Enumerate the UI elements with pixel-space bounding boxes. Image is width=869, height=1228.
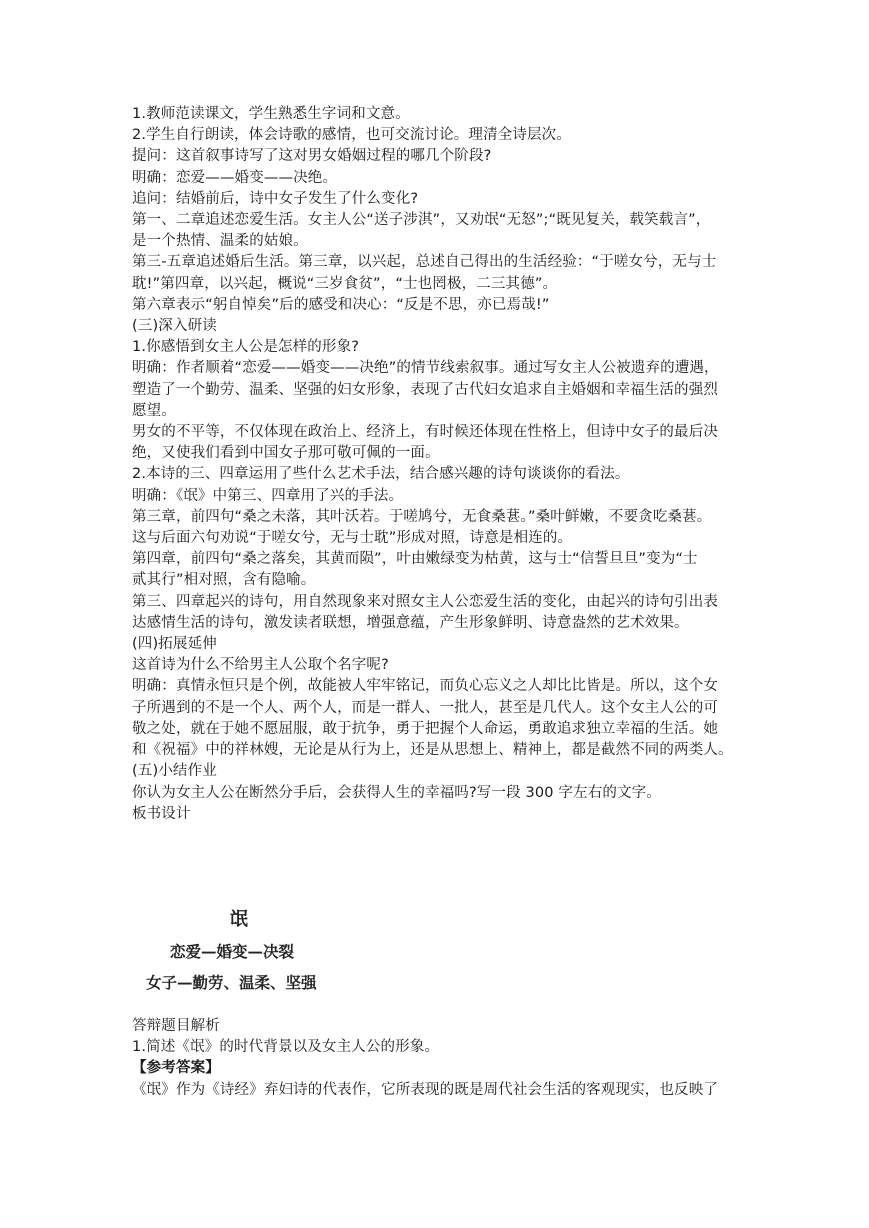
question-line: 1.简述《氓》的时代背景以及女主人公的形象。 [132, 1039, 440, 1056]
section-heading: (三)深入研读 [132, 318, 217, 335]
text-line: 第三-五章追述婚后生活。第三章，以兴起，总述自己得出的生活经验：“于嗟女兮，无与士 [132, 254, 717, 271]
section-heading: (五)小结作业 [132, 763, 217, 780]
lesson-body [132, 104, 738, 825]
question-line: 1.你感悟到女主人公是怎样的形象? [132, 339, 360, 356]
text-line: 达感情生活的诗句，激发读者联想，增强意蕴，产生形象鲜明、诗意盎然的艺术效果。 [132, 614, 689, 631]
text-line: 塑造了一个勤劳、温柔、坚强的妇女形象，表现了古代妇女追求自主婚姻和幸福生活的强烈 [132, 381, 718, 398]
text-line: 2.学生自行朗读，体会诗歌的感情，也可交流讨论。理清全诗层次。 [132, 127, 571, 144]
question-line: 2.本诗的三、四章运用了些什么艺术手法，结合感兴趣的诗句谈谈你的看法。 [132, 466, 630, 483]
board-plot-line: 恋爱—婚变—决裂 [170, 942, 295, 961]
text-line: 耽!”第四章，以兴起，概说“三岁食贫”，“士也罔极，二三其德”。 [132, 275, 558, 292]
section-heading: 板书设计 [132, 805, 191, 822]
section-heading: (四)拓展延伸 [132, 636, 217, 653]
text-line: 贰其行”相对照，含有隐喻。 [132, 572, 316, 589]
text-line: 追问：结婚前后，诗中女子发生了什么变化? [132, 190, 419, 207]
text-line: 明确：恋爱——婚变——决绝。 [132, 169, 338, 186]
text-line: 《氓》作为《诗经》弃妇诗的代表作，它所表现的既是周代社会生活的客观现实，也反映了 [132, 1081, 718, 1098]
text-line: 是一个热情、温柔的姑娘。 [132, 233, 308, 250]
section-heading: 答辩题目解析 [132, 1018, 220, 1034]
text-line: 绝，又使我们看到中国女子那可敬可佩的一面。 [132, 445, 440, 462]
blackboard-design-figure [132, 905, 362, 1005]
reference-answer-label: 【参考答案】 [132, 1060, 220, 1077]
answer-analysis [132, 1016, 752, 1101]
text-line: 第三章，前四句“桑之未落，其叶沃若。于嗟鸠兮，无食桑葚。”桑叶鲜嫩，不要贪吃桑葚。 [132, 508, 712, 525]
text-line: 明确：作者顺着“恋爱——婚变——决绝”的情节线索叙事。通过写女主人公被遗弃的遭遇， [132, 360, 719, 377]
text-line: 这与后面六句劝说“于嗟女兮，无与士耽”形成对照，诗意是相连的。 [132, 530, 573, 547]
text-line: 你认为女主人公在断然分手后，会获得人生的幸福吗?写一段 300 字左右的文字。 [132, 784, 661, 801]
text-line: 明确：《氓》中第三、四章用了兴的手法。 [132, 487, 404, 504]
text-line: 提问：这首叙事诗写了这对男女婚姻过程的哪几个阶段? [132, 148, 492, 165]
question-line: 这首诗为什么不给男主人公取个名字呢? [132, 657, 389, 674]
text-line: 男女的不平等，不仅体现在政治上、经济上，有时候还体现在性格上，但诗中女子的最后决 [132, 424, 718, 441]
text-line: 第一、二章追述恋爱生活。女主人公“送子涉淇”，又劝氓“无怒”;“既见复关，载笑载言”， [132, 212, 711, 229]
text-line: 和《祝福》中的祥林嫂，无论是从行为上，还是从思想上、精神上，都是截然不同的两类人。 [132, 742, 733, 759]
text-line: 敬之处，就在于她不愿屈服，敢于抗争，勇于把握个人命运，勇敢追求独立幸福的生活。她 [132, 720, 718, 737]
text-line: 第六章表示“躬自悼矣”后的感受和决心：“反是不思，亦已焉哉!” [132, 296, 550, 313]
text-line: 明确：真情永恒只是个例，故能被人牢牢铭记，而负心忘义之人却比比皆是。所以，这个女 [132, 678, 718, 695]
board-character-line: 女子—勤劳、温柔、坚强 [146, 973, 317, 992]
text-line: 愿望。 [132, 402, 176, 419]
text-line: 1.教师范读课文，学生熟悉生字词和文意。 [132, 106, 410, 122]
text-line: 第四章，前四句“桑之落矣，其黄而陨”，叶由嫩绿变为枯黄，这与士“信誓旦旦”变为“士 [132, 551, 698, 568]
board-title: 氓 [230, 909, 248, 930]
text-line: 子所遇到的不是一个人、两个人，而是一群人、一批人，甚至是几代人。这个女主人公的可 [132, 699, 718, 716]
text-line: 第三、四章起兴的诗句，用自然现象来对照女主人公恋爱生活的变化，由起兴的诗句引出表 [132, 593, 718, 610]
